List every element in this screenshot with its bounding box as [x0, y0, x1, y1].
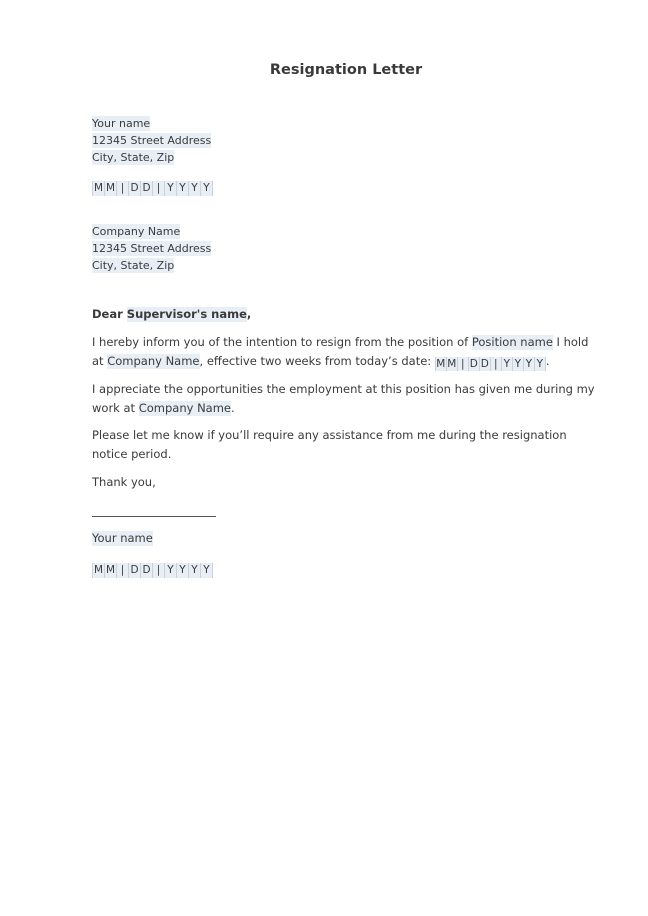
date-cell: M	[93, 182, 104, 194]
date-box[interactable]	[92, 563, 213, 578]
sender-street-field[interactable]: 12345 Street Address	[92, 134, 212, 147]
signature-date-field[interactable]	[92, 558, 213, 578]
date-cell: D	[141, 563, 153, 578]
date-cell: Y	[524, 357, 535, 371]
date-separator: |	[458, 357, 469, 371]
effective-date-field[interactable]	[435, 357, 546, 371]
date-cell: Y	[513, 357, 524, 371]
sender-address-block	[92, 115, 211, 166]
date-separator: |	[153, 563, 165, 578]
date-cell: Y	[189, 563, 201, 578]
para2-text: I appreciate the opportunities the employment at this position has given me during my work at	[92, 382, 595, 415]
recipient-street-field[interactable]: 12345 Street Address	[92, 242, 212, 255]
date-separator: |	[117, 181, 129, 196]
paragraph-assistance: Please let me know if you’ll require any assistance from me during the resignation notice period.	[92, 428, 567, 461]
date-cell: Y	[502, 357, 513, 371]
date-cell: Y	[201, 181, 213, 196]
date-cell: D	[141, 181, 153, 196]
recipient-city-field[interactable]: City, State, Zip	[92, 259, 175, 272]
document-title: Resignation Letter	[269, 62, 423, 78]
para1-text: .	[545, 354, 550, 368]
letter-date-field[interactable]	[92, 176, 213, 196]
paragraph-appreciation	[92, 380, 602, 418]
date-cell: Y	[189, 181, 201, 196]
date-cell: D	[129, 181, 141, 196]
recipient-address-block	[92, 223, 211, 274]
signature-line[interactable]	[92, 516, 216, 517]
date-cell: M	[93, 564, 104, 576]
date-separator: |	[117, 563, 129, 578]
date-cell: Y	[165, 181, 177, 196]
sender-name-field[interactable]: Your name	[92, 117, 151, 130]
para1-text: , effective two weeks from today’s date:	[199, 354, 435, 368]
date-separator: |	[491, 357, 502, 371]
closing: Thank you,	[92, 475, 156, 489]
paragraph-resignation	[92, 333, 602, 371]
date-cell: Y	[177, 563, 189, 578]
para1-text: I hereby inform you of the intention to resign from the position of	[92, 335, 472, 349]
recipient-company-field[interactable]: Company Name	[92, 225, 181, 238]
date-cell: M	[436, 358, 446, 370]
salutation-prefix: Dear	[92, 307, 127, 321]
date-cell: Y	[165, 563, 177, 578]
date-cell: D	[469, 358, 478, 370]
date-cell: Y	[535, 357, 546, 371]
date-cell: M	[105, 182, 116, 194]
position-name-field[interactable]: Position name	[471, 335, 553, 349]
date-cell: M	[105, 564, 116, 576]
supervisor-name-field[interactable]: Supervisor's name	[126, 307, 247, 321]
date-cell: D	[129, 563, 141, 578]
para2-text: .	[231, 401, 235, 415]
salutation	[92, 305, 602, 324]
company-name-field[interactable]: Company Name	[107, 354, 200, 368]
sender-city-field[interactable]: City, State, Zip	[92, 151, 175, 164]
signature-name-block	[92, 529, 602, 548]
date-box[interactable]	[92, 181, 213, 196]
date-separator: |	[153, 181, 165, 196]
date-cell: Y	[201, 563, 213, 578]
para1-text: I hold at	[92, 335, 589, 368]
salutation-suffix: ,	[246, 307, 252, 321]
date-cell: M	[447, 358, 457, 370]
signature-name-field[interactable]: Your name	[92, 531, 153, 545]
date-cell: Y	[177, 181, 189, 196]
date-cell: D	[480, 358, 489, 370]
company-name-field[interactable]: Company Name	[138, 401, 231, 415]
